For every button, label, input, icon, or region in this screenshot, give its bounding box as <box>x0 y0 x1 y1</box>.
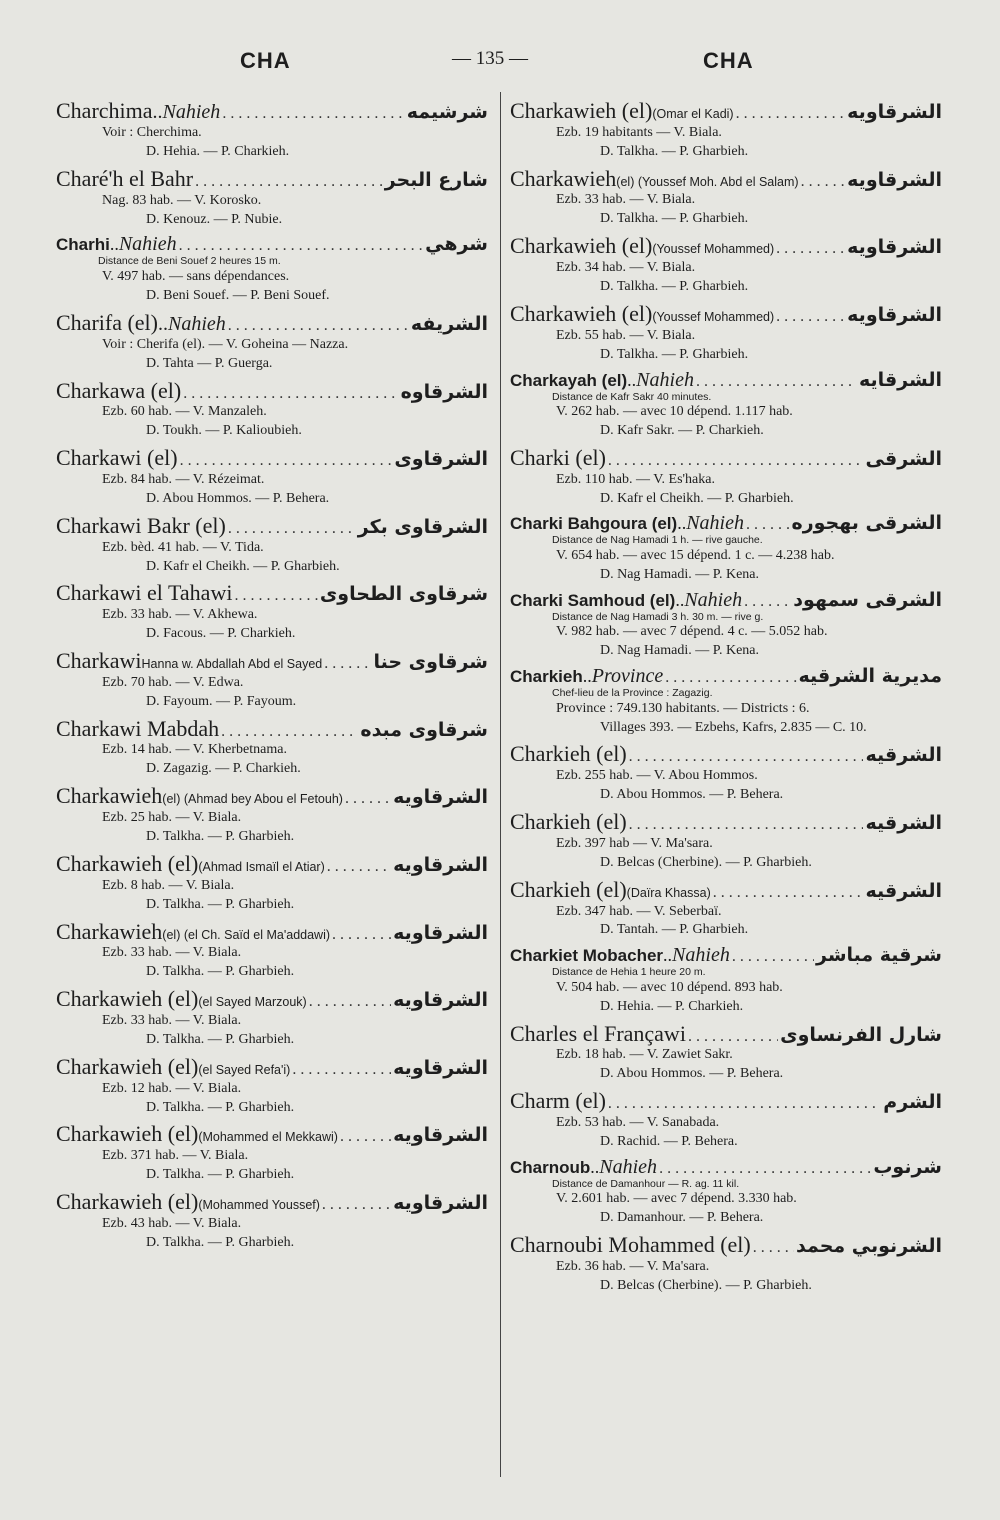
entry-detail-line: Ezb. 397 hab — V. Ma'sara. <box>556 835 713 851</box>
entry-distance-note: Distance de Kafr Sakr 40 minutes. <box>552 390 712 403</box>
arabic-name: الشرقاوى بكر <box>357 515 488 538</box>
entry <box>56 233 488 305</box>
arabic-name: شرقاوى الطحاوى <box>319 583 488 606</box>
entry <box>510 233 942 297</box>
entry-headline <box>56 851 488 877</box>
entry <box>56 513 488 577</box>
entry-separator: .. <box>109 234 119 255</box>
arabic-name: الشرقاويه <box>847 236 942 259</box>
entry <box>56 98 488 162</box>
entry-name: Charki Samhoud (el) <box>510 590 676 610</box>
arabic-name: شارل الفرنساوى <box>780 1023 942 1046</box>
entry-detail-line: D. Abou Hommos. — P. Behera. <box>146 490 330 506</box>
entry-detail-line: D. Zagazig. — P. Charkieh. <box>146 761 301 777</box>
entry <box>56 580 488 644</box>
entry <box>56 445 488 509</box>
entry-detail-line: Ezb. 33 hab. — V. Biala. <box>102 945 242 961</box>
entry-type: Nahieh <box>118 233 177 256</box>
entry <box>56 310 488 374</box>
arabic-name: الشرقيه <box>865 879 942 902</box>
entry-headline <box>56 98 488 124</box>
entry-detail-line: Ezb. 14 hab. — V. Kherbetnama. <box>102 742 287 758</box>
entry-name: Charki Bahgoura (el) <box>510 514 678 534</box>
arabic-name: الشرقاويه <box>393 1124 488 1147</box>
entry <box>510 1088 942 1152</box>
entry-detail-line: Province : 749.130 habitants. — Districts : 6. <box>556 700 810 716</box>
entry-detail-line: Voir : Cherifa (el). — V. Goheina — Nazza. <box>102 336 349 352</box>
leader-dots <box>221 723 358 741</box>
entry-name: Charchima <box>56 98 153 123</box>
entry-name: Charkawieh <box>56 783 163 809</box>
entry-detail-line: Ezb. 19 habitants — V. Biala. <box>556 124 722 140</box>
entry-headline <box>56 783 488 809</box>
entry-detail-line: Ezb. 70 hab. — V. Edwa. <box>102 674 244 690</box>
entry <box>56 1054 488 1118</box>
arabic-name: شرقاوى حنا <box>373 651 488 674</box>
entry-detail-line: V. 2.601 hab. — avec 7 dépend. 3.330 hab. <box>556 1191 797 1207</box>
arabic-name: مديرية الشرقيه <box>798 665 942 688</box>
column-divider <box>500 92 501 1477</box>
entry-detail-line: Ezb. 255 hab. — V. Abou Hommos. <box>556 768 758 784</box>
entry-name: Charkawieh (el) <box>56 1053 199 1079</box>
entry-headline <box>510 1156 942 1179</box>
entry-detail-line: D. Talkha. — P. Gharbieh. <box>146 964 295 980</box>
entry <box>56 1121 488 1185</box>
entry-detail-line: Ezb. 36 hab. — V. Ma'sara. <box>556 1259 710 1275</box>
arabic-name: الشرقى بهجوره <box>791 512 942 535</box>
leader-dots <box>324 655 371 673</box>
entry-headline <box>510 233 942 259</box>
entry <box>510 1021 942 1085</box>
entry-detail-line: Ezb. 33 hab. — V. Biala. <box>556 192 696 208</box>
entry-headline <box>510 944 942 967</box>
entry <box>510 877 942 941</box>
entry-name: Charkieh (el) <box>510 809 627 835</box>
entry-detail-line: D. Talkha. — P. Gharbieh. <box>146 1031 295 1047</box>
entry <box>510 809 942 873</box>
entry-name: Charifa (el) <box>56 309 158 335</box>
entry-name: Charkieh <box>510 667 583 687</box>
entry-name: Charkawi Mabdah <box>56 715 220 741</box>
entry <box>510 98 942 162</box>
entry-subtitle <box>198 1121 338 1146</box>
entry-name: Charkawa (el) <box>56 377 182 403</box>
leader-dots <box>332 926 391 944</box>
entry-name: Charkawi Bakr (el) <box>56 512 226 538</box>
entry <box>510 369 942 441</box>
entry-name: Charki (el) <box>510 444 606 470</box>
leader-dots <box>322 1196 391 1214</box>
entry-detail-line: Ezb. 8 hab. — V. Biala. <box>102 877 235 893</box>
leader-dots <box>659 1160 871 1178</box>
entry-subtitle <box>162 783 343 808</box>
entry-subtitle-text: Hanna w. Abdallah Abd el Sayed <box>141 657 323 672</box>
entry-headline <box>56 378 488 404</box>
arabic-name: شرقاوى مبده <box>360 718 488 741</box>
leader-dots <box>696 373 857 391</box>
entry-headline <box>510 1021 942 1047</box>
entry-name: Charkawieh (el) <box>56 1121 199 1147</box>
entry <box>510 512 942 584</box>
entry-detail-line: Ezb. 84 hab. — V. Rézeimat. <box>102 471 265 487</box>
entry-detail-line: D. Kafr el Cheikh. — P. Gharbieh. <box>146 558 340 574</box>
arabic-name: الشرنوبي محمد <box>796 1235 942 1258</box>
entry <box>56 166 488 230</box>
leader-dots <box>753 1239 794 1257</box>
entry-detail-line: Ezb. 25 hab. — V. Biala. <box>102 810 242 826</box>
arabic-name: الشرقاويه <box>393 853 488 876</box>
entry-name: Charm (el) <box>510 1088 606 1114</box>
entry-subtitle <box>142 648 323 673</box>
leader-dots <box>629 816 864 834</box>
entry <box>510 166 942 230</box>
entry <box>510 1156 942 1228</box>
right-column <box>510 98 942 1300</box>
entry-headline <box>56 580 488 606</box>
entry-detail-line: V. 504 hab. — avec 10 dépend. 893 hab. <box>556 979 783 995</box>
entry-detail-line: Ezb. 18 hab. — V. Zawiet Sakr. <box>556 1047 733 1063</box>
entry <box>510 944 942 1016</box>
leader-dots <box>665 669 796 687</box>
entry-detail-line: D. Abou Hommos. — P. Behera. <box>600 787 784 803</box>
entry-headline <box>510 369 942 392</box>
arabic-name: الشرقاويه <box>393 921 488 944</box>
entry-name: Charnoub <box>510 1157 591 1177</box>
leader-dots <box>688 1028 778 1046</box>
entry-detail-line: D. Beni Souef. — P. Beni Souef. <box>146 287 330 303</box>
entry-detail-line: D. Hehia. — P. Charkieh. <box>600 998 744 1014</box>
entry-subtitle-text: (Omar el Kadi) <box>652 107 734 121</box>
entry-detail-line: Ezb. 53 hab. — V. Sanabada. <box>556 1115 720 1131</box>
entry <box>510 445 942 509</box>
entry-type: Nahieh <box>599 1155 658 1178</box>
entry-distance-note: Chef-lieu de la Province : Zagazig. <box>552 687 713 700</box>
leader-dots <box>713 884 864 902</box>
leader-dots <box>228 317 409 335</box>
entry-headline <box>510 1232 942 1258</box>
entry-detail-line: D. Fayoum. — P. Fayoum. <box>146 693 297 709</box>
entry-type: Nahieh <box>686 512 744 535</box>
entry-detail-line: Ezb. 33 hab. — V. Biala. <box>102 1012 242 1028</box>
entry-subtitle <box>162 919 330 944</box>
entry-headline <box>56 986 488 1012</box>
entry-headline <box>510 1088 942 1114</box>
entry-detail-line: Villages 393. — Ezbehs, Kafrs, 2.835 — C. 10. <box>600 719 867 735</box>
entry-headline <box>510 665 942 688</box>
entry-subtitle-text: (Ahmad Ismaïl el Atiar) <box>198 859 325 874</box>
entry-detail-line: D. Tahta — P. Guerga. <box>146 355 273 371</box>
entry-subtitle-text: (el Sayed Marzouk) <box>198 995 307 1010</box>
entry-subtitle <box>652 301 774 326</box>
entry-subtitle-text: (el) (Ahmad bey Abou el Fetouh) <box>162 792 343 807</box>
entry <box>56 378 488 442</box>
leader-dots <box>801 173 846 191</box>
entry-type: Nahieh <box>684 588 743 611</box>
entry-subtitle-text: (Mohammed el Mekkawi) <box>198 1130 338 1145</box>
arabic-name: شرقية مباشر <box>816 944 942 967</box>
entry-detail-line: D. Nag Hamadi. — P. Kena. <box>600 643 760 659</box>
arabic-name: الشرقاويه <box>393 989 488 1012</box>
entry-type: Nahieh <box>162 101 221 123</box>
entry-detail-line: Ezb. 347 hab. — V. Seberbaï. <box>556 903 722 919</box>
entry-headline <box>510 98 942 124</box>
entry <box>56 919 488 983</box>
leader-dots <box>744 593 791 611</box>
entry <box>510 589 942 661</box>
entry-name: Charkawieh (el) <box>510 300 653 326</box>
entry-subtitle <box>627 877 711 902</box>
entry <box>510 741 942 805</box>
arabic-name: شارع البحر <box>384 168 488 191</box>
entry-subtitle-text: (el) (el Ch. Saïd el Ma'addawi) <box>162 927 331 942</box>
entry-detail-line: D. Talkha. — P. Gharbieh. <box>600 143 749 159</box>
entry-detail-line: D. Talkha. — P. Gharbieh. <box>600 346 749 362</box>
entry-separator: .. <box>158 312 168 335</box>
entry-headline <box>56 1054 488 1080</box>
entry-headline <box>56 716 488 742</box>
entry-name: Charkawieh (el) <box>56 1189 199 1215</box>
entry-subtitle-text: (Youssef Mohammed) <box>652 242 775 257</box>
entry-detail-line: D. Kafr el Cheikh. — P. Gharbieh. <box>600 490 794 506</box>
entry-distance-note: Distance de Beni Souef 2 heures 15 m. <box>98 255 281 268</box>
entry <box>56 648 488 712</box>
arabic-name: الشريفه <box>410 312 488 335</box>
entry-headline <box>56 166 488 192</box>
entry-separator: .. <box>675 589 685 610</box>
entry-headline <box>510 589 942 612</box>
entry-name: Charhi <box>56 235 110 255</box>
entry-subtitle-text: (Daïra Khassa) <box>626 885 711 900</box>
entry-detail-line: D. Abou Hommos. — P. Behera. <box>600 1066 784 1082</box>
page-number: — 135 — <box>452 48 528 69</box>
leader-dots <box>608 452 864 470</box>
entry-detail-line: Ezb. bèd. 41 hab. — V. Tida. <box>102 539 264 555</box>
entry-separator: .. <box>663 945 673 966</box>
arabic-name: الشرم <box>883 1091 942 1114</box>
entry <box>56 783 488 847</box>
leader-dots <box>608 1095 881 1113</box>
arabic-name: شرنوب <box>873 1155 942 1178</box>
leader-dots <box>195 173 383 191</box>
leader-dots <box>180 452 393 470</box>
entry-name: Charkawieh <box>510 165 617 191</box>
leader-dots <box>340 1128 391 1146</box>
entry-name: Charkieh (el) <box>510 741 627 767</box>
entry-detail-line: D. Hehia. — P. Charkieh. <box>146 143 290 159</box>
entry-name: Charkawieh <box>56 918 163 944</box>
entry-subtitle <box>198 851 324 876</box>
entry-detail-line: D. Talkha. — P. Gharbieh. <box>146 1167 295 1183</box>
leader-dots <box>746 516 790 534</box>
entry-name: Charé'h el Bahr <box>56 165 194 191</box>
leader-dots <box>222 105 404 123</box>
entry-name: Charkawieh (el) <box>56 850 199 876</box>
leader-dots <box>629 748 864 766</box>
entry <box>510 1232 942 1296</box>
entry-distance-note: Distance de Nag Hamadi 3 h. 30 m. — rive g. <box>552 610 764 623</box>
leader-dots <box>292 1061 391 1079</box>
arabic-name: الشرقاويه <box>393 786 488 809</box>
arabic-name: الشرقيه <box>865 744 942 767</box>
arabic-name: الشرقى سمهود <box>793 588 942 611</box>
entry-subtitle <box>616 166 798 191</box>
entry-type: Nahieh <box>636 368 694 391</box>
entry-detail-line: Ezb. 43 hab. — V. Biala. <box>102 1215 242 1231</box>
arabic-name: الشرقيه <box>865 812 942 835</box>
entry-separator: .. <box>677 513 687 534</box>
entry-detail-line: D. Talkha. — P. Gharbieh. <box>146 829 295 844</box>
entry-detail-line: D. Belcas (Cherbine). — P. Gharbieh. <box>600 854 812 870</box>
entry-detail-line: Voir : Cherchima. <box>102 125 202 140</box>
leader-dots <box>234 587 317 605</box>
leader-dots <box>776 240 845 258</box>
entry-headline <box>510 301 942 327</box>
arabic-name: الشرقاوه <box>400 380 488 403</box>
entry-subtitle <box>652 98 733 123</box>
entry-name: Charles el Françawi <box>510 1020 686 1046</box>
entry-separator: .. <box>152 101 163 123</box>
entry-subtitle-text: (el) (Youssef Moh. Abd el Salam) <box>616 174 799 189</box>
entry-detail-line: D. Talkha. — P. Gharbieh. <box>600 278 749 294</box>
entry-subtitle-text: (Mohammed Youssef) <box>198 1198 320 1213</box>
entry-detail-line: D. Talkha. — P. Gharbieh. <box>146 1234 295 1250</box>
leader-dots <box>309 993 391 1011</box>
entry-detail-line: V. 262 hab. — avec 10 dépend. 1.117 hab. <box>556 404 793 420</box>
entry-distance-note: Distance de Damanhour — R. ag. 11 kil. <box>552 1177 740 1190</box>
arabic-name: الشرقاويه <box>847 101 942 123</box>
leader-dots <box>228 520 356 538</box>
entry-detail-line: D. Toukh. — P. Kalioubieh. <box>146 423 302 439</box>
entry-name: Charkayah (el) <box>510 370 628 390</box>
entry-subtitle <box>652 233 774 258</box>
entry-detail-line: D. Nag Hamadi. — P. Kena. <box>600 566 760 582</box>
entry-detail-line: D. Talkha. — P. Gharbieh. <box>146 1099 295 1115</box>
entry-detail-line: Ezb. 33 hab. — V. Akhewa. <box>102 607 258 623</box>
entry-name: Charkieh (el) <box>510 876 627 902</box>
header-right: CHA <box>703 48 754 73</box>
entry-distance-note: Distance de Nag Hamadi 1 h. — rive gauche. <box>552 534 763 547</box>
header-left: CHA <box>240 48 291 73</box>
entry-subtitle-text: (Youssef Mohammed) <box>652 309 775 324</box>
entry-subtitle-text: (el Sayed Refa'i) <box>198 1062 291 1077</box>
entry-name: Charnoubi Mohammed (el) <box>510 1232 751 1258</box>
arabic-name: الشرقاويه <box>847 168 942 191</box>
entry-detail-line: Ezb. 110 hab. — V. Es'haka. <box>556 471 715 487</box>
entry-separator: .. <box>582 666 592 687</box>
entry-name: Charkawieh (el) <box>510 233 653 259</box>
entry-detail-line: Ezb. 55 hab. — V. Biala. <box>556 327 696 343</box>
entry-detail-line: D. Damanhour. — P. Behera. <box>600 1210 764 1226</box>
arabic-name: الشرقاويه <box>393 1192 488 1215</box>
entry-name: Charkawieh (el) <box>510 98 653 123</box>
entry-distance-note: Distance de Hehia 1 heure 20 m. <box>552 966 706 979</box>
entry-detail-line: Ezb. 34 hab. — V. Biala. <box>556 260 696 276</box>
entry-detail-line: V. 497 hab. — sans dépendances. <box>102 268 290 284</box>
entry-detail-line: V. 982 hab. — avec 7 dépend. 4 c. — 5.052 hab. <box>556 624 828 640</box>
entry-detail-line: Ezb. 60 hab. — V. Manzaleh. <box>102 404 267 420</box>
arabic-name: الشرقايه <box>858 368 942 391</box>
entry-separator: .. <box>627 369 637 390</box>
leader-dots <box>179 237 423 255</box>
arabic-name: الشرقاويه <box>847 303 942 326</box>
arabic-name: شرشيمه <box>406 101 488 123</box>
entry-subtitle <box>198 1054 290 1079</box>
entry-type: Nahieh <box>168 312 226 335</box>
entry-type: Province <box>591 665 664 688</box>
entry-headline <box>510 166 942 192</box>
entry-detail-line: D. Kafr Sakr. — P. Charkieh. <box>600 422 764 438</box>
leader-dots <box>345 790 391 808</box>
entry-headline <box>510 445 942 471</box>
leader-dots <box>776 308 845 326</box>
arabic-name: الشرقاويه <box>393 1056 488 1079</box>
leader-dots <box>183 385 398 403</box>
leader-dots <box>732 948 814 966</box>
entry-detail-line: D. Belcas (Cherbine). — P. Gharbieh. <box>600 1277 812 1293</box>
entry-separator: .. <box>590 1156 600 1177</box>
entry-subtitle <box>198 1189 320 1214</box>
entry-name: Charkiet Mobacher <box>510 946 664 966</box>
entry <box>56 986 488 1050</box>
entry-headline <box>510 741 942 767</box>
entry <box>510 665 942 737</box>
entry <box>56 1189 488 1253</box>
entry-subtitle <box>198 986 306 1011</box>
entry-detail-line: D. Talkha. — P. Gharbieh. <box>600 211 749 227</box>
entry-headline <box>56 648 488 674</box>
entry-headline <box>56 1189 488 1215</box>
arabic-name: الشرقاوى <box>394 448 488 471</box>
entry-detail-line: D. Facous. — P. Charkieh. <box>146 626 296 642</box>
entry-detail-line: D. Talkha. — P. Gharbieh. <box>146 896 295 912</box>
leader-dots <box>327 858 391 876</box>
entry-headline <box>56 919 488 945</box>
entry-headline <box>56 233 488 256</box>
entry-name: Charkawi (el) <box>56 445 178 471</box>
entry-headline <box>510 809 942 835</box>
entry-headline <box>56 1121 488 1147</box>
left-column <box>56 98 488 1257</box>
entry <box>56 851 488 915</box>
arabic-name: الشرقى <box>865 447 942 470</box>
entry <box>510 301 942 365</box>
arabic-name: شرهي <box>425 233 488 256</box>
entry-detail-line: D. Tantah. — P. Gharbieh. <box>600 922 749 938</box>
entry-detail-line: D. Kenouz. — P. Nubie. <box>146 211 283 227</box>
entry-headline <box>56 513 488 539</box>
entry-name: Charkawieh (el) <box>56 986 199 1012</box>
entry-headline <box>56 445 488 471</box>
entry-detail-line: D. Rachid. — P. Behera. <box>600 1134 738 1149</box>
entry-headline <box>510 877 942 903</box>
entry-detail-line: V. 654 hab. — avec 15 dépend. 1 c. — 4.238 hab. <box>556 548 835 563</box>
leader-dots <box>736 105 846 123</box>
entry-headline <box>510 512 942 535</box>
entry-type: Nahieh <box>672 944 730 967</box>
entry-detail-line: Nag. 83 hab. — V. Korosko. <box>102 192 262 208</box>
entry-headline <box>56 310 488 336</box>
entry-detail-line: Ezb. 371 hab. — V. Biala. <box>102 1148 249 1164</box>
entry <box>56 716 488 780</box>
entry-detail-line: Ezb. 12 hab. — V. Biala. <box>102 1080 242 1096</box>
entry-name: Charkawi el Tahawi <box>56 580 233 606</box>
entry-name: Charkawi <box>56 648 142 674</box>
